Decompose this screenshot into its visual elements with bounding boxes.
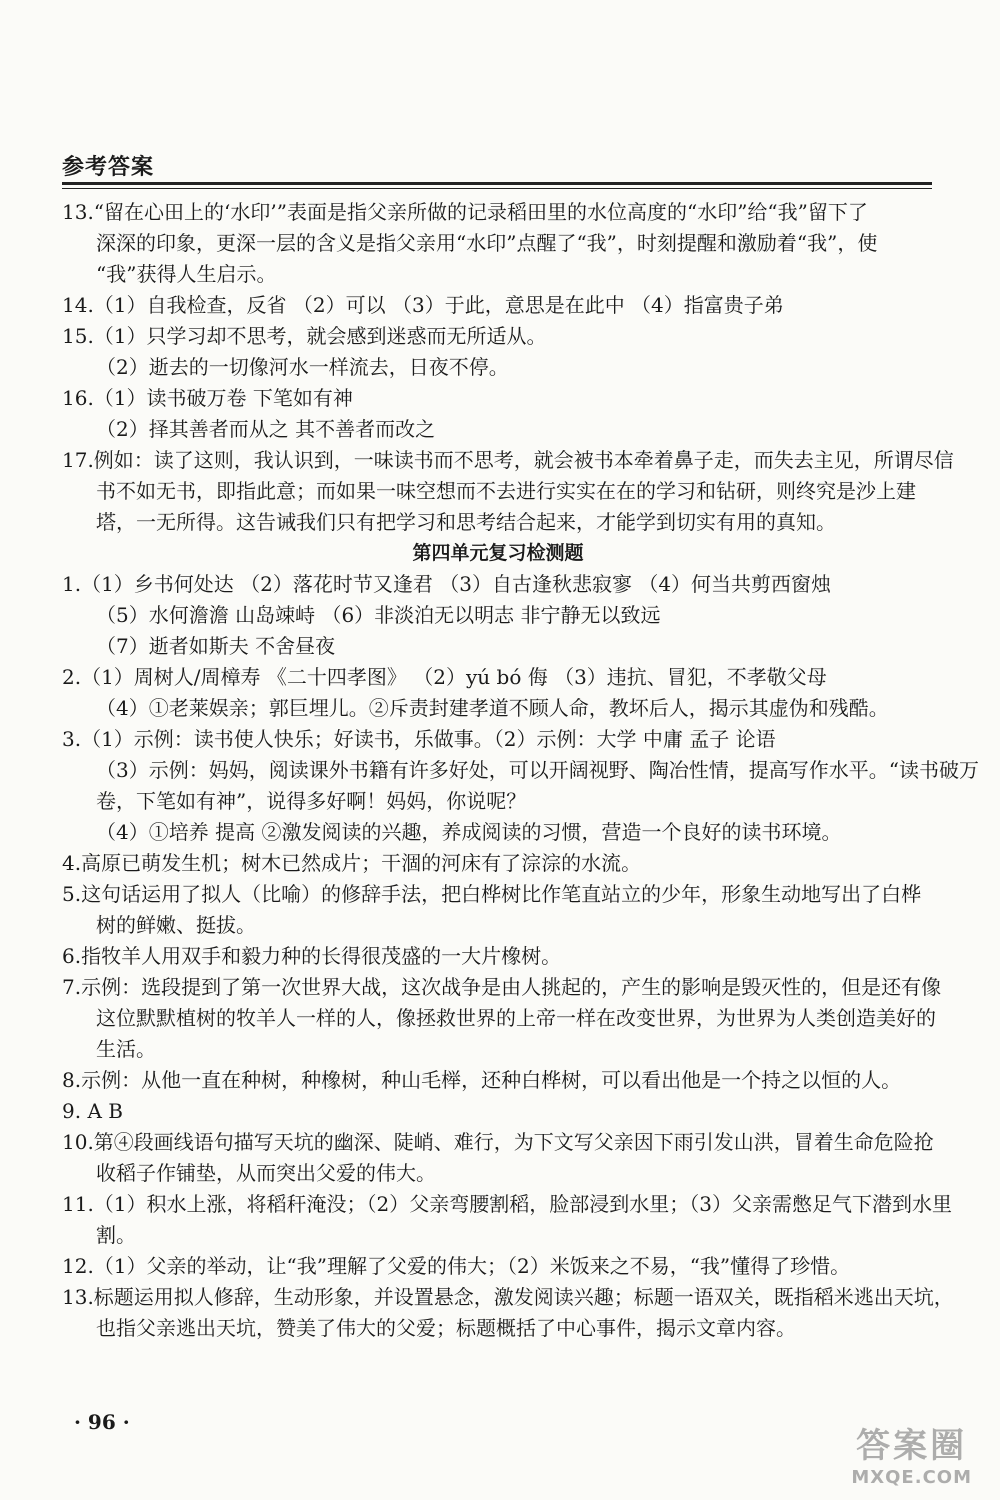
answer-line: 14.（1）自我检查，反省 （2）可以 （3）于此，意思是在此中 （4）指富贵子弟: [62, 293, 784, 317]
answer-line: 10.第④段画线语句描写天坑的幽深、陡峭、难行，为下文写父亲因下雨引发山洪，冒着生命危险抢: [62, 1130, 934, 1154]
answer-line: 树的鲜嫩、挺拔。: [96, 913, 256, 937]
answer-line: 6.指牧羊人用双手和毅力种的长得很茂盛的一大片橡树。: [62, 944, 562, 968]
answer-line: 收稻子作铺垫，从而突出父爱的伟大。: [96, 1161, 436, 1185]
page-number: · 96 ·: [74, 1410, 130, 1434]
section-title: 第四单元复习检测题: [412, 542, 584, 564]
answer-line: 7.示例：选段提到了第一次世界大战，这次战争是由人挑起的，产生的影响是毁灭性的，但是还有像: [62, 975, 942, 999]
answer-line: 卷，下笔如有神”，说得多好啊！妈妈，你说呢？: [96, 789, 527, 813]
watermark-text: 答案圈: [856, 1426, 968, 1466]
answer-line: 8.示例：从他一直在种树，种橡树，种山毛榉，还种白桦树，可以看出他是一个持之以恒的人。: [62, 1068, 902, 1092]
answer-line: （5）水何澹澹 山岛竦峙 （6）非淡泊无以明志 非宁静无以致远: [96, 603, 661, 627]
watermark-logo: [851, 1418, 972, 1488]
answer-line: 深深的印象，更深一层的含义是指父亲用“水印”点醒了“我”，时刻提醒和激励着“我”，使: [96, 231, 878, 255]
answer-line: 书不如无书，即指此意；而如果一味空想而不去进行实实在在的学习和钻研，则终究是沙上建: [96, 479, 916, 503]
answer-line: 这位默默植树的牧羊人一样的人，像拯救世界的上帝一样在改变世界，为世界为人类创造美好的: [96, 1006, 936, 1030]
answer-line: 5.这句话运用了拟人（比喻）的修辞手法，把白桦树比作笔直站立的少年，形象生动地写出了白桦: [62, 882, 922, 906]
answer-line: 塔，一无所得。这告诫我们只有把学习和思考结合起来，才能学到切实有用的真知。: [96, 510, 836, 534]
answer-line: “我”获得人生启示。: [96, 262, 277, 286]
answer-line: （2）择其善者而从之 其不善者而改之: [96, 417, 436, 441]
answer-line: 16.（1）读书破万卷 下笔如有神: [62, 386, 353, 410]
answer-line: 9. A B: [62, 1099, 123, 1123]
answer-line: （4）①老莱娱亲；郭巨埋儿。②斥责封建孝道不顾人命，教坏后人，揭示其虚伪和残酷。: [96, 696, 889, 720]
answer-line: （2）逝去的一切像河水一样流去，日夜不停。: [96, 355, 509, 379]
watermark-url: MXQE.COM: [851, 1467, 972, 1488]
answer-line: 生活。: [96, 1037, 156, 1061]
answer-line: 13.标题运用拟人修辞，生动形象，并设置悬念，激发阅读兴趣；标题一语双关，既指稻米逃出天坑，: [62, 1285, 954, 1309]
header-rule-thick: [62, 182, 932, 185]
answer-line: 也指父亲逃出天坑，赞美了伟大的父爱；标题概括了中心事件，揭示文章内容。: [96, 1316, 796, 1340]
answer-line: 12.（1）父亲的举动，让“我”理解了父爱的伟大；（2）米饭来之不易，“我”懂得了珍惜。: [62, 1254, 851, 1278]
answer-line: 15.（1）只学习却不思考，就会感到迷惑而无所适从。: [62, 324, 547, 348]
header-rule-thin: [62, 188, 932, 189]
answer-line: 17.例如：读了这则，我认识到，一味读书而不思考，就会被书本牵着鼻子走，而失去主见，所谓尽信: [62, 448, 954, 472]
answer-line: （4）①培养 提高 ②激发阅读的兴趣，养成阅读的习惯，营造一个良好的读书环境。: [96, 820, 842, 844]
answer-line: （7）逝者如斯夫 不舍昼夜: [96, 634, 336, 658]
answer-line: 13.“留在心田上的‘水印’”表面是指父亲所做的记录稻田里的水位高度的“水印”给“我”留下了: [62, 200, 868, 224]
answer-line: 2.（1）周树人/周樟寿 《二十四孝图》 （2）yú bó 侮 （3）违抗、冒犯，不孝敬父母: [62, 665, 827, 689]
answer-line: 4.高原已萌发生机；树木已然成片；干涸的河床有了淙淙的水流。: [62, 851, 642, 875]
page-header-title: 参考答案: [62, 155, 155, 180]
answer-line: 3.（1）示例：读书使人快乐；好读书，乐做事。（2）示例：大学 中庸 孟子 论语: [62, 727, 776, 751]
answer-content: [62, 197, 979, 1344]
answer-line: 11.（1）积水上涨，将稻秆淹没；（2）父亲弯腰割稻，脸部浸到水里；（3）父亲需憋足气下潜到水里: [62, 1192, 952, 1216]
answer-line: （3）示例：妈妈，阅读课外书籍有许多好处，可以开阔视野、陶冶性情，提高写作水平。“读书破万: [96, 758, 979, 782]
answer-line: 1.（1）乡书何处达 （2）落花时节又逢君 （3）自古逢秋悲寂寥 （4）何当共剪西窗烛: [62, 572, 832, 596]
answer-line: 割。: [96, 1223, 136, 1247]
